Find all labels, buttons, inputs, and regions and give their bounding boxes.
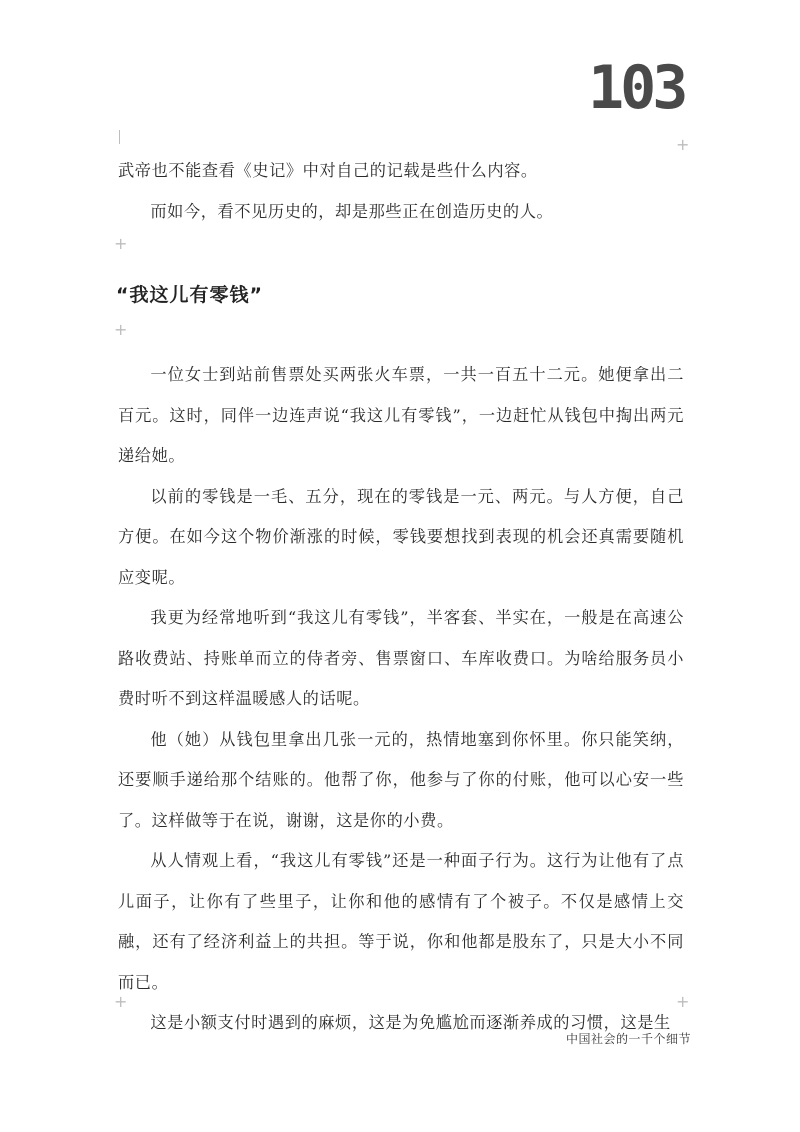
section-body — [118, 355, 684, 1044]
page-number: 103 — [588, 53, 685, 123]
paragraph: 这是小额支付时遇到的麻烦，这是为免尴尬而逐渐养成的习惯，这是生 — [150, 1013, 671, 1032]
crop-mark-bottom-left: + — [114, 992, 128, 1011]
section-title: “我这儿有零钱” — [116, 284, 263, 306]
crop-mark-mid-left: + — [114, 234, 128, 253]
paragraph: 而如今，看不见历史的，却是那些正在创造历史的人。 — [150, 201, 554, 221]
paragraph: 我更为经常地听到“我这儿有零钱”，半客套、半实在，一般是在高速公路收费站、持账单而立的侍者旁、售票窗口、车库收费口。为啥给服务员小费时听不到这样温暖感人的话呢。 — [118, 608, 684, 708]
paragraph: 以前的零钱是一毛、五分，现在的零钱是一元、两元。与人方便，自己方便。在如今这个物价渐涨的时候，零钱要想找到表现的机会还真需要随机应变呢。 — [118, 486, 684, 587]
paragraph: 一位女士到站前售票处买两张火车票，一共一百五十二元。她便拿出二百元。这时，同伴一边连声说“我这儿有零钱”，一边赶忙从钱包中掏出两元递给她。 — [118, 365, 684, 465]
crop-mark-top-left — [119, 130, 120, 144]
footer-book-title: 中国社会的一千个细节 — [566, 1032, 692, 1046]
crop-mark-bottom-right: + — [676, 992, 690, 1011]
paragraph: 他（她）从钱包里拿出几张一元的，热情地塞到你怀里。你只能笑纳，还要顺手递给那个结账的。他帮了你，他参与了你的付账，他可以心安一些了。这样做等于在说，谢谢，这是你的小费。 — [118, 729, 684, 830]
paragraph: 武帝也不能查看《史记》中对自己的记载是些什么内容。 — [118, 161, 538, 180]
paragraph: 从人情观上看，“我这儿有零钱”还是一种面子行为。这行为让他有了点儿面子，让你有了些里子，让你和他的感情有了个被子。不仅是感情上交融，还有了经济利益上的共担。等于说，你和他都是股东了，只是大小不同而已。 — [118, 851, 684, 992]
crop-mark-section-left: + — [114, 320, 128, 339]
top-text-block — [118, 151, 684, 232]
crop-mark-top-right: + — [676, 135, 690, 154]
